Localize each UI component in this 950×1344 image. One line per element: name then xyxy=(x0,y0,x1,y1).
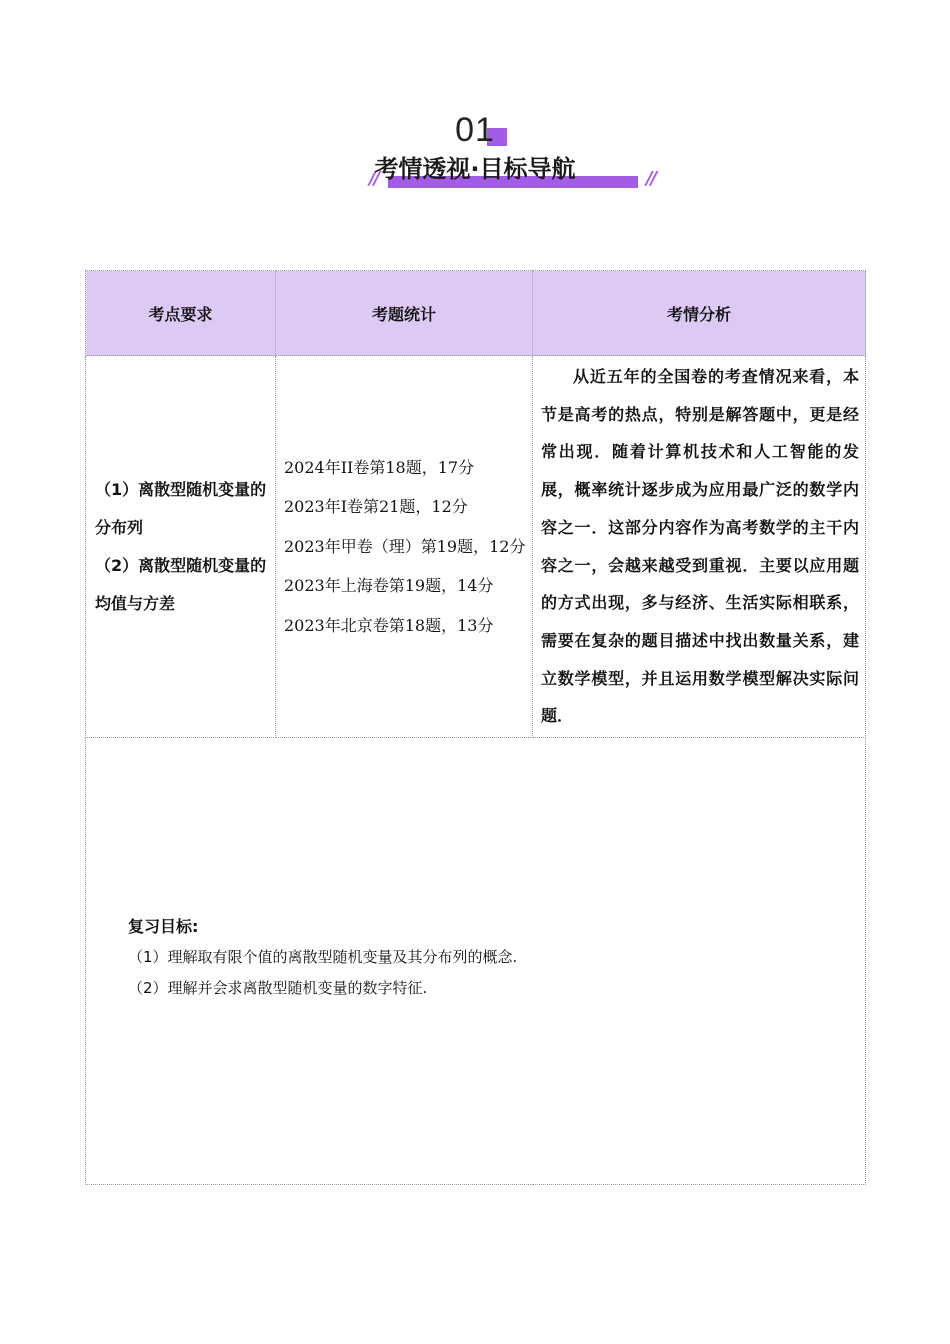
section-number: 01 xyxy=(455,111,495,149)
exam-overview-table xyxy=(85,270,866,1185)
stat-item: 2023年北京卷第18题，13分 xyxy=(284,615,494,635)
section-header xyxy=(0,108,950,198)
table-row xyxy=(86,356,866,738)
stat-item: 2023年甲卷（理）第19题，12分 xyxy=(284,536,526,556)
goals-title: 复习目标: xyxy=(128,917,199,937)
requirement-item: （2）离散型随机变量的均值与方差 xyxy=(95,555,267,613)
requirements-cell xyxy=(86,356,276,738)
goal-item: （2）理解并会求离散型随机变量的数字特征. xyxy=(128,979,428,998)
stat-item: 2023年I卷第21题，12分 xyxy=(284,497,468,517)
header-statistics: 考题统计 xyxy=(276,271,533,356)
deco-slash-right-icon: // xyxy=(646,168,656,189)
goals-cell xyxy=(86,738,866,1185)
stat-item: 2023年上海卷第19题，14分 xyxy=(284,576,494,596)
section-title: 考情透视·目标导航 xyxy=(374,155,576,183)
table-header-row xyxy=(86,271,866,356)
goal-item: （1）理解取有限个值的离散型随机变量及其分布列的概念. xyxy=(128,948,518,967)
goals-row xyxy=(86,738,866,1185)
stat-item: 2024年II卷第18题，17分 xyxy=(284,457,475,477)
header-analysis: 考情分析 xyxy=(533,271,866,356)
requirement-item: （1）离散型随机变量的分布列 xyxy=(95,479,267,537)
header-requirements: 考点要求 xyxy=(86,271,276,356)
review-goals xyxy=(86,738,865,1004)
analysis-cell: 从近五年的全国卷的考查情况来看，本节是高考的热点，特别是解答题中，更是经常出现．随着计算机技术和人工智能的发展，概率统计逐步成为应用最广泛的数学内容之一．这部分内容作为高考数学的主干内容之一，会越来越受到重视．主要以应用题的方式出现，多与经济、生活实际相联系，需要在复杂的题目描述中找出数量关系，建立数学模型，并且运用数学模型解决实际问题． xyxy=(533,356,866,738)
deco-slash-left-icon: // xyxy=(369,168,379,189)
statistics-cell xyxy=(276,356,533,738)
